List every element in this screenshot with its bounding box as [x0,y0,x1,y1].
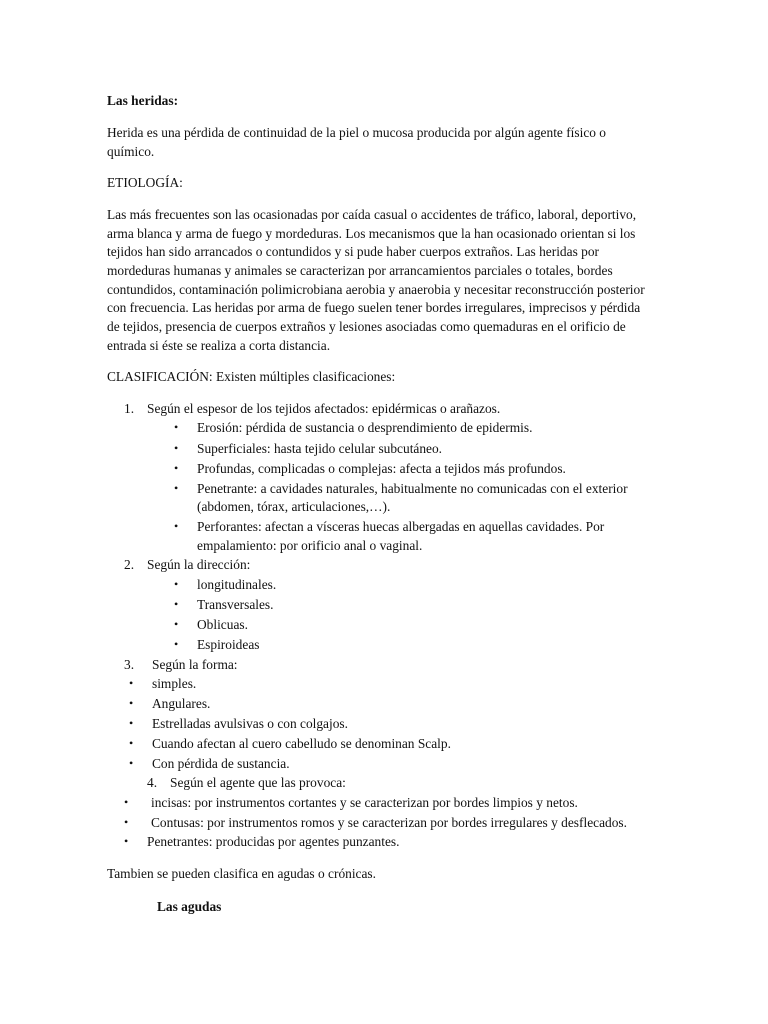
list-item: Estrelladas avulsivas o con colgajos. [152,716,348,731]
bullet-icon: • [174,577,179,591]
bullet-icon: • [174,617,179,631]
list-item: Cuando afectan al cuero cabelludo se denominan Scalp. [152,736,451,751]
list-heading: Según el agente que las provoca: [170,775,346,790]
list-item: simples. [152,676,197,691]
list-number: 1. [124,401,135,416]
list-number: 4. [147,775,158,790]
etiologia-line: Las más frecuentes son las ocasionadas por caída casual o accidentes de tráfico, laboral, deportivo, [107,207,637,222]
list-number: 3. [124,657,135,672]
bullet-icon: • [174,481,179,495]
etiologia-line: tejidos han sido arrancados o contundidos y si pude haber cuerpos extraños. Las heridas por [107,244,599,259]
list-item: Contusas: por instrumentos romos y se caracterizan por bordes irregulares y desflecados. [151,815,627,830]
bullet-icon: • [124,815,129,829]
clasificacion-heading: CLASIFICACIÓN: Existen múltiples clasificaciones: [107,369,396,384]
bullet-icon: • [129,676,134,690]
bullet-icon: • [174,420,179,434]
bullet-icon: • [129,696,134,710]
list-item: Oblicuas. [197,617,248,632]
list-item: Con pérdida de sustancia. [152,756,290,771]
list-item: Penetrante: a cavidades naturales, habitualmente no comunicadas con el exterior [197,481,628,496]
list-heading: Según la dirección: [147,557,251,572]
bullet-icon: • [124,795,129,809]
bullet-icon: • [174,637,179,651]
list-number: 2. [124,557,135,572]
list-item: Penetrantes: producidas por agentes punzantes. [147,834,400,849]
etiologia-line: mordeduras humanas y animales se caracterizan por arrancamientos parciales o totales, bordes [107,263,613,278]
bullet-icon: • [174,519,179,533]
bullet-icon: • [124,834,129,848]
bullet-icon: • [174,597,179,611]
list-item-continuation: empalamiento: por orificio anal o vaginal. [197,538,423,553]
list-item: Erosión: pérdida de sustancia o desprendimiento de epidermis. [197,420,533,435]
list-item: Profundas, complicadas o complejas: afecta a tejidos más profundos. [197,461,566,476]
etiologia-line: de tejidos, presencia de cuerpos extraños y lesiones asociadas como quemaduras en el orificio de [107,319,626,334]
bullet-icon: • [129,716,134,730]
list-item-continuation: (abdomen, tórax, articulaciones,…). [197,499,391,514]
bullet-icon: • [129,756,134,770]
list-item: Transversales. [197,597,274,612]
bullet-icon: • [174,441,179,455]
intro-line: químico. [107,144,155,159]
list-item: Espiroideas [197,637,260,652]
bullet-icon: • [174,461,179,475]
etiologia-line: con frecuencia. Las heridas por arma de fuego suelen tener bordes irregulares, imprecisos y pérdida [107,300,641,315]
list-item: incisas: por instrumentos cortantes y se caracterizan por bordes limpios y netos. [151,795,578,810]
list-heading: Según el espesor de los tejidos afectados: epidérmicas o arañazos. [147,401,501,416]
list-item: longitudinales. [197,577,277,592]
list-heading: Según la forma: [152,657,238,672]
etiologia-line: entrada si éste se realiza a corta distancia. [107,338,331,353]
document-title: Las heridas: [107,93,179,108]
etiologia-line: contundidos, contaminación polimicrobiana aerobia y anaerobia y necesitar reconstrucción posterior [107,282,645,297]
bullet-icon: • [129,736,134,750]
etiologia-line: arma blanca y arma de fuego y mordeduras. Los mecanismos que la han ocasionado orientan si los [107,226,636,241]
subheading: Las agudas [157,899,222,914]
list-item: Superficiales: hasta tejido celular subcutáneo. [197,441,443,456]
list-item: Perforantes: afectan a vísceras huecas albergadas en aquellas cavidades. Por [197,519,605,534]
intro-line: Herida es una pérdida de continuidad de la piel o mucosa producida por algún agente físico o [107,125,607,140]
etiologia-heading: ETIOLOGÍA: [107,175,183,190]
list-item: Angulares. [152,696,211,711]
closing-text: Tambien se pueden clasifica en agudas o crónicas. [107,866,376,881]
